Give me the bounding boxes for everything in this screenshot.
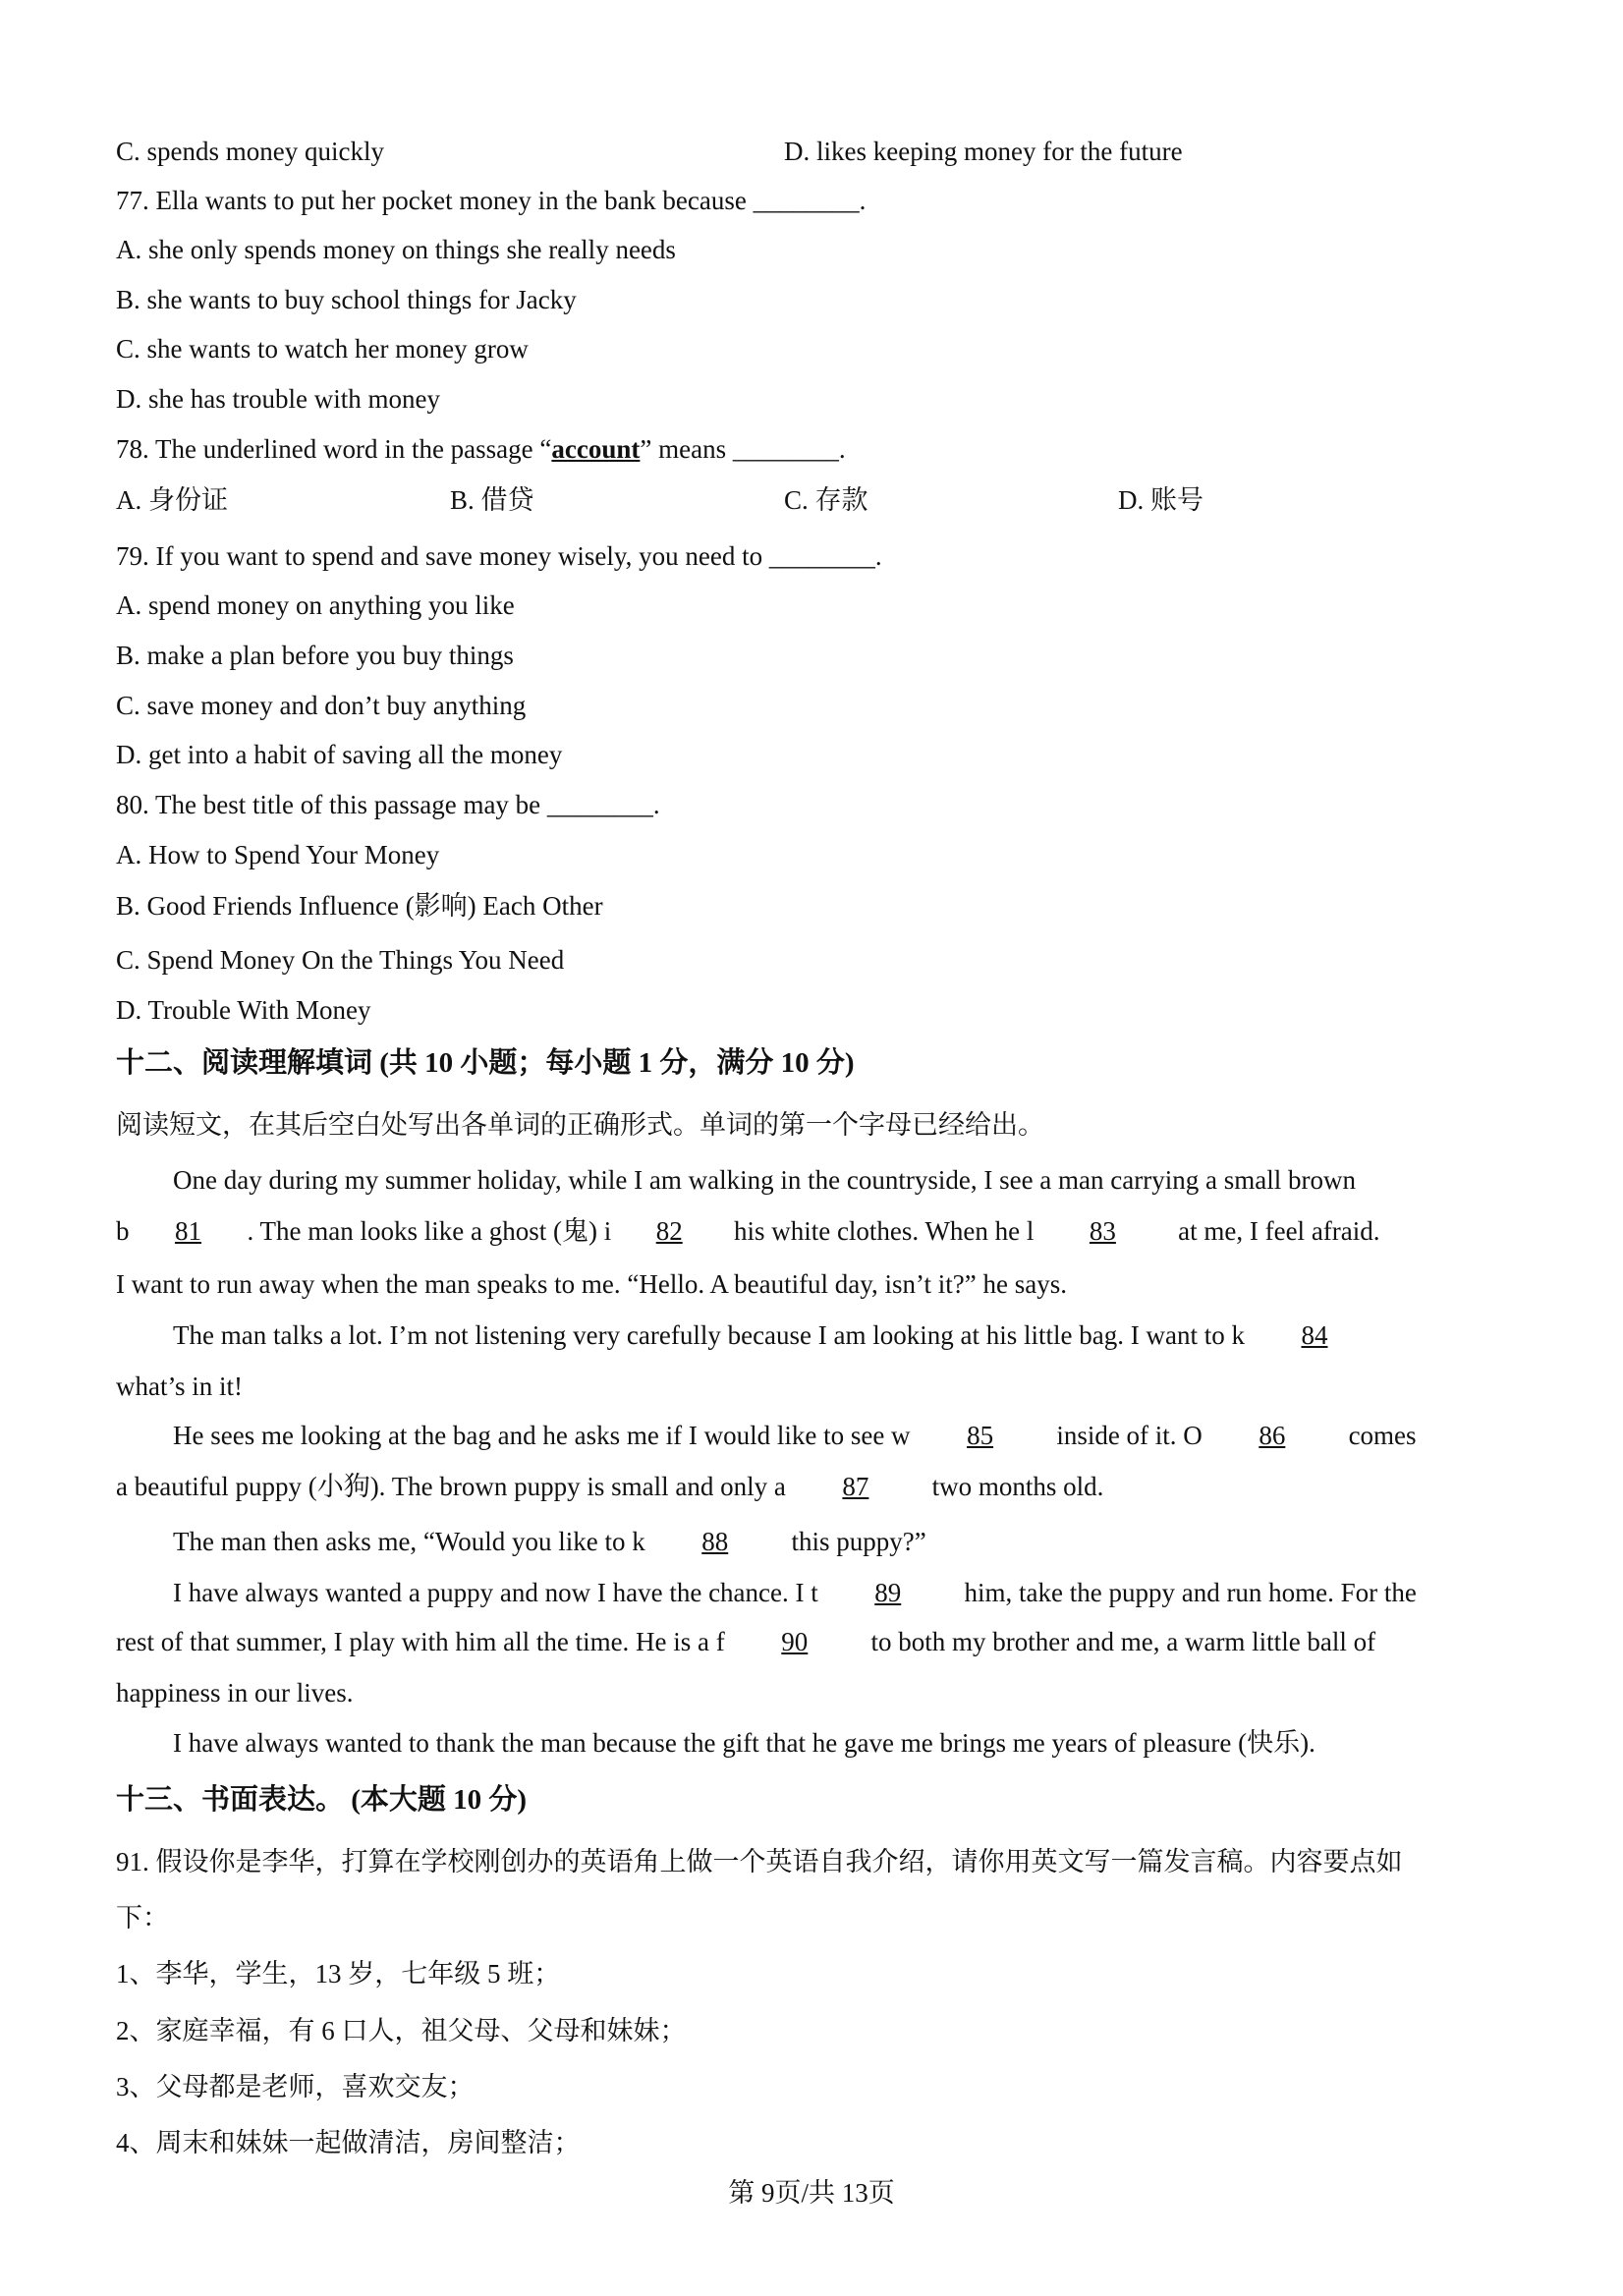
- passage-line: what’s in it!: [116, 1372, 243, 1401]
- passage-text: The man then asks me, “Would you like to k: [173, 1527, 645, 1556]
- q76-option-c: C. spends money quickly: [116, 137, 384, 166]
- passage-text: rest of that summer, I play with him all the time. He is a f: [116, 1627, 725, 1656]
- passage-text: b: [116, 1216, 130, 1246]
- section12-instruction: 阅读短文，在其后空白处写出各单词的正确形式。单词的第一个字母已经给出。: [116, 1110, 1044, 1140]
- q79-option-b: B. make a plan before you buy things: [116, 641, 514, 670]
- blank-87: 87: [842, 1472, 869, 1501]
- passage-text: comes: [1341, 1421, 1417, 1450]
- blank-82: 82: [655, 1216, 683, 1246]
- passage-text: He sees me looking at the bag and he asks me if I would like to see w: [173, 1421, 911, 1450]
- q76-options-cd: [116, 135, 1183, 168]
- q77-option-c: C. she wants to watch her money grow: [116, 334, 529, 364]
- q76-option-d: D. likes keeping money for the future: [784, 137, 1183, 166]
- passage-line: [116, 1214, 1380, 1248]
- q78-option-c: C. 存款: [784, 485, 868, 515]
- q79-option-a: A. spend money on anything you like: [116, 590, 515, 620]
- passage-text: to both my brother and me, a warm little ball of: [864, 1627, 1376, 1656]
- passage-line: I have always wanted to thank the man because the gift that he gave me brings me years of pleasure (快乐).: [173, 1728, 1315, 1758]
- section13-heading: 十三、书面表达。 (本大题 10 分): [116, 1784, 528, 1816]
- q78-stem-post: ” means ________.: [640, 434, 846, 464]
- blank-88: 88: [701, 1527, 729, 1556]
- q91-point: 4、周末和妹妹一起做清洁，房间整洁；: [116, 2128, 581, 2157]
- section12-heading: 十二、阅读理解填词 (共 10 小题；每小题 1 分，满分 10 分): [116, 1047, 855, 1079]
- passage-line: [173, 1576, 1417, 1609]
- q78-stem-pre: 78. The underlined word in the passage “: [116, 434, 552, 464]
- q78-options: [116, 483, 1203, 517]
- q91-point: 2、家庭幸福，有 6 口人，祖父母、父母和妹妹；: [116, 2016, 687, 2045]
- blank-81: 81: [175, 1216, 201, 1246]
- passage-line: [173, 1318, 1384, 1352]
- q80-stem: 80. The best title of this passage may be ________.: [116, 790, 660, 819]
- q80-option-c: C. Spend Money On the Things You Need: [116, 945, 565, 975]
- blank-85: 85: [967, 1421, 994, 1450]
- blank-90: 90: [781, 1627, 809, 1656]
- blank-84: 84: [1301, 1320, 1328, 1350]
- q77-stem: 77. Ella wants to put her pocket money in the bank because ________.: [116, 186, 867, 215]
- passage-line: [173, 1525, 926, 1558]
- q79-stem: 79. If you want to spend and save money wisely, you need to ________.: [116, 541, 882, 571]
- passage-text: I have always wanted a puppy and now I have the chance. I t: [173, 1578, 818, 1607]
- q78-stem: [116, 432, 846, 466]
- q78-keyword: account: [551, 434, 641, 464]
- passage-text: his white clothes. When he l: [727, 1216, 1035, 1246]
- q77-option-a: A. she only spends money on things she really needs: [116, 235, 676, 264]
- passage-line: I want to run away when the man speaks to me. “Hello. A beautiful day, isn’t it?” he says.: [116, 1269, 1068, 1299]
- q78-option-b: B. 借贷: [450, 485, 534, 515]
- q91-point: 3、父母都是老师，喜欢交友；: [116, 2072, 475, 2101]
- passage-line: One day during my summer holiday, while I am walking in the countryside, I see a man carrying a small brown: [173, 1165, 1356, 1195]
- passage-text: two months old.: [924, 1472, 1104, 1501]
- blank-83: 83: [1089, 1216, 1116, 1246]
- passage-text: inside of it. O: [1049, 1421, 1203, 1450]
- passage-text: . The man looks like a ghost (鬼) i: [247, 1216, 612, 1246]
- q78-option-d: D. 账号: [1118, 485, 1203, 515]
- q77-option-d: D. she has trouble with money: [116, 384, 440, 414]
- passage-line: [173, 1419, 1417, 1452]
- q91-prompt: 91. 假设你是李华，打算在学校刚创办的英语角上做一个英语自我介绍，请你用英文写一篇发言稿。内容要点如: [116, 1847, 1403, 1876]
- passage-text: The man talks a lot. I’m not listening very carefully because I am looking at his little bag. I want to k: [173, 1320, 1245, 1350]
- page-footer: 第 9页/共 13页: [728, 2178, 895, 2208]
- q79-option-c: C. save money and don’t buy anything: [116, 691, 527, 720]
- passage-text: this puppy?”: [784, 1527, 926, 1556]
- q79-option-d: D. get into a habit of saving all the money: [116, 740, 563, 769]
- blank-89: 89: [874, 1578, 902, 1607]
- q91-point: 1、李华，学生，13 岁，七年级 5 班；: [116, 1959, 561, 1988]
- q91-prompt-cont: 下：: [116, 1903, 169, 1932]
- q80-option-a: A. How to Spend Your Money: [116, 840, 440, 869]
- passage-text: a beautiful puppy (小狗). The brown puppy is small and only a: [116, 1472, 786, 1501]
- passage-line: happiness in our lives.: [116, 1678, 354, 1708]
- passage-text: at me, I feel afraid.: [1171, 1216, 1380, 1246]
- passage-line: [116, 1470, 1103, 1503]
- q78-option-a: A. 身份证: [116, 485, 228, 515]
- blank-86: 86: [1259, 1421, 1286, 1450]
- q80-option-d: D. Trouble With Money: [116, 995, 371, 1025]
- q80-option-b: B. Good Friends Influence (影响) Each Other: [116, 891, 603, 921]
- passage-line: [116, 1625, 1375, 1658]
- passage-text: him, take the puppy and run home. For the: [957, 1578, 1417, 1607]
- q77-option-b: B. she wants to buy school things for Jacky: [116, 285, 577, 314]
